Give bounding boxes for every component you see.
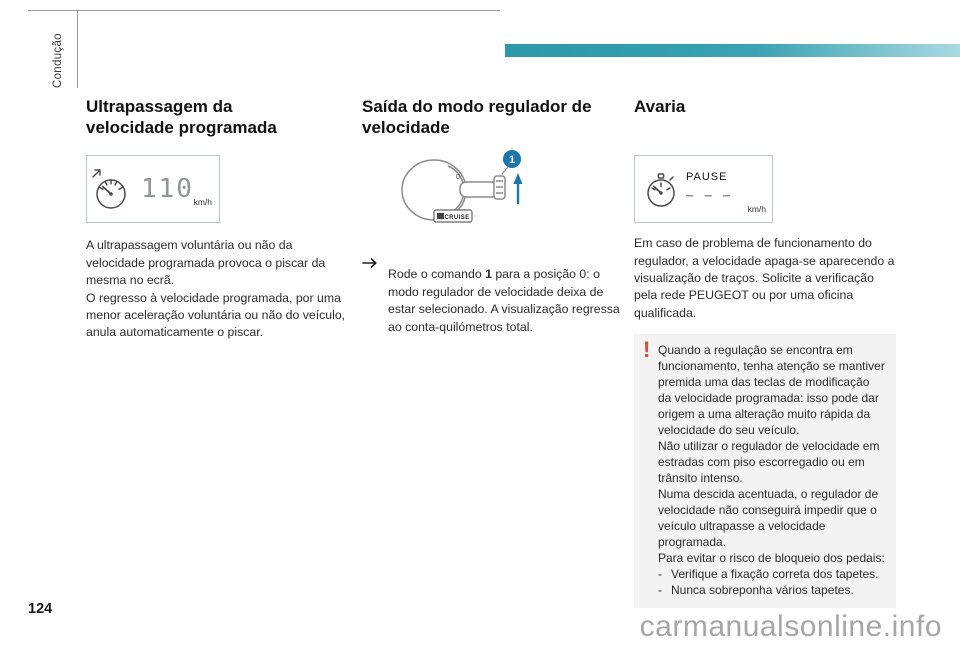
section-title-overspeed: Ultrapassagem da velocidade programada [86,97,277,138]
chapter-label: Condução [52,33,64,88]
pause-unit: km/h [747,204,766,215]
cruise-stalk-illustration [390,146,624,234]
page-number: 124 [28,601,53,617]
exit-instruction [362,254,624,348]
speedometer-icon [87,164,133,214]
pause-label: PAUSE [686,170,728,183]
cruise-switch-icon [434,210,472,222]
chapter-divider [77,10,78,88]
warning-list-item: - Verifique a fixação correta dos tapetes. [658,567,879,582]
warning-exclamation-icon: ! [643,337,651,363]
exit-instruction-marker: 1 [485,267,492,282]
overspeed-arrow-icon [93,170,100,177]
section-overspeed [86,96,354,342]
watermark: carmanualsonline.info [639,610,942,643]
warning-box [634,334,896,608]
section-exit-mode [362,96,624,349]
fault-paragraph: Em caso de problema de funcionamento do regulador, a velocidade apaga-se aparecendo a visualização de traços. Solicite a verificação pela rede PEUGEOT ou por uma oficina qualificada. [634,236,895,320]
pause-readout [686,171,732,202]
list-dash: - [658,567,662,582]
overspeed-paragraph-2: O regresso à velocidade programada, por uma menor aceleração voluntária ou não do veículo, anula automaticamente o piscar. [86,290,346,340]
stopwatch-gauge-icon [640,165,682,213]
top-rule [28,10,500,11]
warning-paragraph-1: Quando a regulação se encontra em funcionamento, tenha atenção se mantiver premida uma das teclas de modificação da velocidade programada: isso pode dar origem a uma alteração muito rápida da velocidade do seu veículo. [658,343,885,438]
stalk-position-zero-label: 0 [456,174,460,182]
exit-instruction-pre: Rode o comando [388,267,486,282]
warning-paragraph-2: Não utilizar o regulador de velocidade em estradas com piso escorregadio ou em trânsito intenso. [658,439,880,486]
warning-paragraph-3: Numa descida acentuada, o regulador de velocidade não conseguirá impedir que o veículo ultrapasse a velocidade programada. [658,487,879,550]
list-dash: - [658,583,662,598]
speed-display-illustration [86,155,220,223]
marker-1-label: 1 [508,154,516,167]
section-title-fault: Avaria [634,97,686,116]
accent-bar [505,44,960,57]
section-fault [634,96,896,608]
steering-stalk-icon [390,146,540,234]
overspeed-body [86,237,352,342]
step-arrow-icon [362,257,382,269]
exit-instruction-text [388,266,624,336]
pause-display-illustration [634,155,773,223]
exit-instruction-post: para a posição 0: o modo regulador de velocidade deixa de estar selecionado. A visualização regressa ao conta-quilómetros total. [388,267,620,334]
warning-list-item: - Nunca sobreponha vários tapetes. [658,583,854,598]
pause-dashes: – – – [686,187,733,202]
rotate-up-arrow-icon [514,173,523,204]
overspeed-paragraph-1: A ultrapassagem voluntária ou não da velocidade programada provoca o piscar da mesma no ecrã. [86,238,326,288]
warning-text [658,342,886,598]
speed-value: 110 [141,174,194,205]
section-title-exit-mode: Saída do modo regulador de velocidade [362,97,592,138]
fault-body [634,235,896,322]
warning-paragraph-4: Para evitar o risco de bloqueio dos pedais: [658,551,885,566]
speed-unit: km/h [193,197,212,208]
cruise-switch-label: CRUISE [444,214,470,221]
